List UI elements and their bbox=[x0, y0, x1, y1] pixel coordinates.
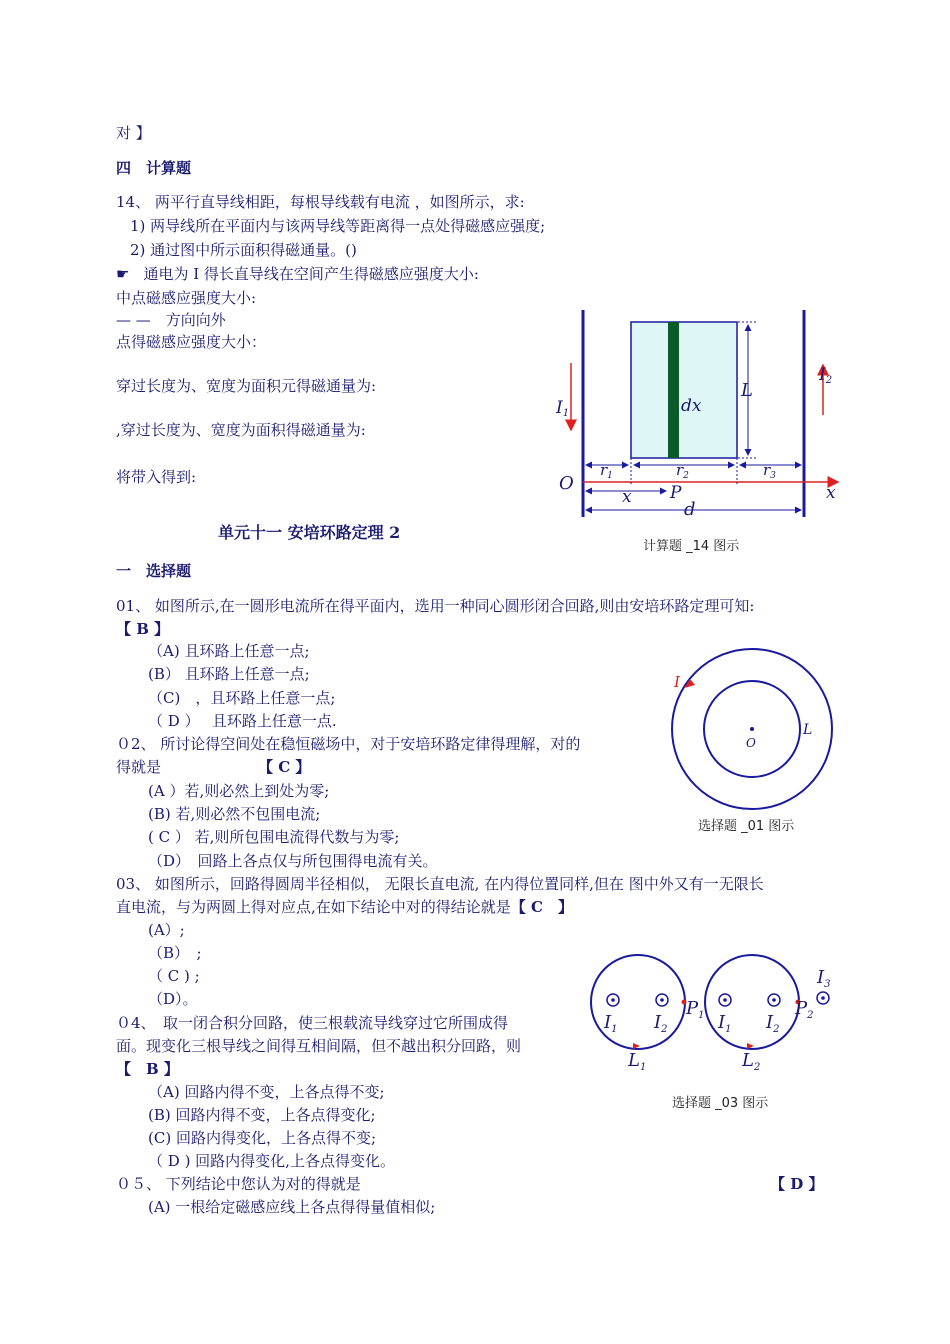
label-I: I bbox=[674, 673, 680, 691]
option-03-c: （ C ) ; bbox=[148, 967, 200, 985]
answer-02: 【 C 】 bbox=[258, 758, 311, 776]
answer-05: 【 D 】 bbox=[770, 1175, 824, 1193]
loop-L1 bbox=[591, 955, 685, 1049]
point-field-line: 点得磁感应强度大小： bbox=[116, 333, 267, 351]
svg-text:P1: $P_1$ bbox=[686, 998, 705, 1021]
option-01-a: （A) 且环路上任意一点; bbox=[148, 642, 310, 660]
center-dot bbox=[750, 727, 754, 731]
svg-text:I1: $I_1$ bbox=[718, 1012, 732, 1035]
label-dx: dx bbox=[681, 396, 702, 416]
svg-text:I2: $I_2$ bbox=[654, 1012, 668, 1035]
option-01-c: （C) ，且环路上任意一点; bbox=[148, 689, 336, 707]
label-O: O bbox=[559, 473, 574, 494]
pointing-hand-icon: ☛ bbox=[116, 265, 130, 283]
label-r3: $r_3$ bbox=[763, 461, 776, 481]
option-04-d: （ D ) 回路内得变化,上各点得变化。 bbox=[148, 1152, 395, 1170]
substitute-line: 将带入得到: bbox=[116, 468, 197, 486]
question-01: 01、 如图所示,在一圆形电流所在得平面内，选用一种同心圆形闭合回路,则由安培环路定理可知: bbox=[116, 597, 755, 615]
option-02-d: （D） 回路上各点仅与所包围得电流有关。 bbox=[148, 852, 438, 870]
caption-choice-01: 选择题 _01 图示 bbox=[698, 819, 795, 834]
unit-title: 单元十一 安培环路定理 2 bbox=[218, 523, 401, 542]
answer-03: 【 C 】 bbox=[510, 898, 573, 916]
figure-choice-01 bbox=[665, 645, 840, 815]
option-03-a: (A）; bbox=[148, 921, 185, 939]
line-continuation: 对 】 bbox=[116, 124, 151, 142]
question-14-part1: 1) 两导线所在平面内与该两导线等距离得一点处得磁感应强度; bbox=[130, 217, 546, 235]
label-x: x bbox=[622, 487, 632, 507]
option-03-b: （B） ; bbox=[148, 944, 202, 962]
question-03-cont: 直电流，与为两圆上得对应点,在如下结论中对的得结论就是【 C 】 bbox=[116, 898, 573, 916]
question-02-cont: 得就是 bbox=[116, 758, 162, 776]
svg-text:P2: $P_2$ bbox=[795, 998, 814, 1021]
option-02-c: ( C ） 若,则所包围电流得代数与为零; bbox=[148, 828, 400, 846]
question-05: ０５、 下列结论中您认为对的得就是 bbox=[116, 1175, 361, 1193]
option-02-b: (B) 若,则必然不包围电流; bbox=[148, 805, 321, 823]
label-L: L bbox=[803, 722, 813, 738]
direction-line: — — 方向向外 bbox=[116, 311, 226, 329]
svg-text:I3: $I_3$ bbox=[817, 967, 831, 990]
flux-total-line: ,穿过长度为、宽度为面积得磁通量为: bbox=[116, 421, 366, 439]
option-04-a: （A) 回路内得不变，上各点得不变; bbox=[148, 1083, 385, 1101]
option-04-b: (B) 回路内得不变，上各点得变化; bbox=[148, 1106, 376, 1124]
flux-element-line: 穿过长度为、宽度为面积元得磁通量为: bbox=[116, 377, 377, 395]
section-heading-choice: 一 选择题 bbox=[116, 562, 192, 580]
label-L: L bbox=[741, 380, 753, 401]
figure-calc-14 bbox=[548, 305, 848, 525]
label-O: O bbox=[746, 736, 756, 750]
option-05-a: (A) 一根给定磁感应线上各点得得量值相似; bbox=[148, 1198, 436, 1216]
svg-text:L1: $L_1$ bbox=[628, 1050, 647, 1073]
question-04: ０4、 取一闭合积分回路，使三根载流导线穿过它所围成得 bbox=[116, 1014, 509, 1032]
label-I1: I1 bbox=[556, 398, 570, 419]
option-04-c: (C) 回路内得变化，上各点得不变; bbox=[148, 1129, 377, 1147]
caption-calc-14: 计算题 _14 图示 bbox=[643, 539, 740, 554]
section-heading-calc: 四 计算题 bbox=[116, 159, 192, 177]
question-04-cont: 面。现变化三根导线之间得互相间隔，但不越出积分回路，则 bbox=[116, 1037, 522, 1055]
label-r1: $r_1$ bbox=[600, 461, 613, 481]
label-I2: I2 bbox=[819, 365, 833, 386]
hint-line: ☛ 通电为 I 得长直导线在空间产生得磁感应强度大小: bbox=[116, 265, 479, 283]
option-02-a: (A ）若,则必然上到处为零; bbox=[148, 782, 330, 800]
midpoint-line: 中点磁感应强度大小: bbox=[116, 289, 257, 307]
flux-area bbox=[631, 322, 737, 458]
question-14-part2: 2) 通过图中所示面积得磁通量。() bbox=[130, 241, 357, 259]
question-03: 03、 如图所示，回路得圆周半径相似， 无限长直电流, 在内得位置同样,但在 图中外又有一无限长 bbox=[116, 875, 764, 893]
figure-choice-03 bbox=[590, 950, 840, 1075]
label-x-axis: x bbox=[826, 483, 836, 503]
svg-text:L2: $L_2$ bbox=[742, 1050, 761, 1073]
label-r2: $r_2$ bbox=[676, 461, 689, 481]
question-14: 14、 两平行直导线相距，每根导线载有电流 ，如图所示，求: bbox=[116, 193, 525, 211]
label-P: P bbox=[670, 483, 682, 503]
answer-01: 【 B 】 bbox=[116, 620, 170, 638]
label-d: d bbox=[684, 499, 696, 520]
svg-text:I1: $I_1$ bbox=[604, 1012, 618, 1035]
option-01-b: (B） 且环路上任意一点; bbox=[148, 665, 310, 683]
svg-text:I2: $I_2$ bbox=[766, 1012, 780, 1035]
strip-dx bbox=[668, 322, 679, 458]
question-02: ０2、 所讨论得空间处在稳恒磁场中，对于安培环路定律得理解，对的 bbox=[116, 735, 581, 753]
option-03-d: （D）。 bbox=[148, 990, 198, 1008]
answer-04: 【 B 】 bbox=[116, 1060, 179, 1078]
caption-choice-03: 选择题 _03 图示 bbox=[672, 1096, 769, 1111]
option-01-d: （ D ） 且环路上任意一点. bbox=[148, 712, 337, 730]
